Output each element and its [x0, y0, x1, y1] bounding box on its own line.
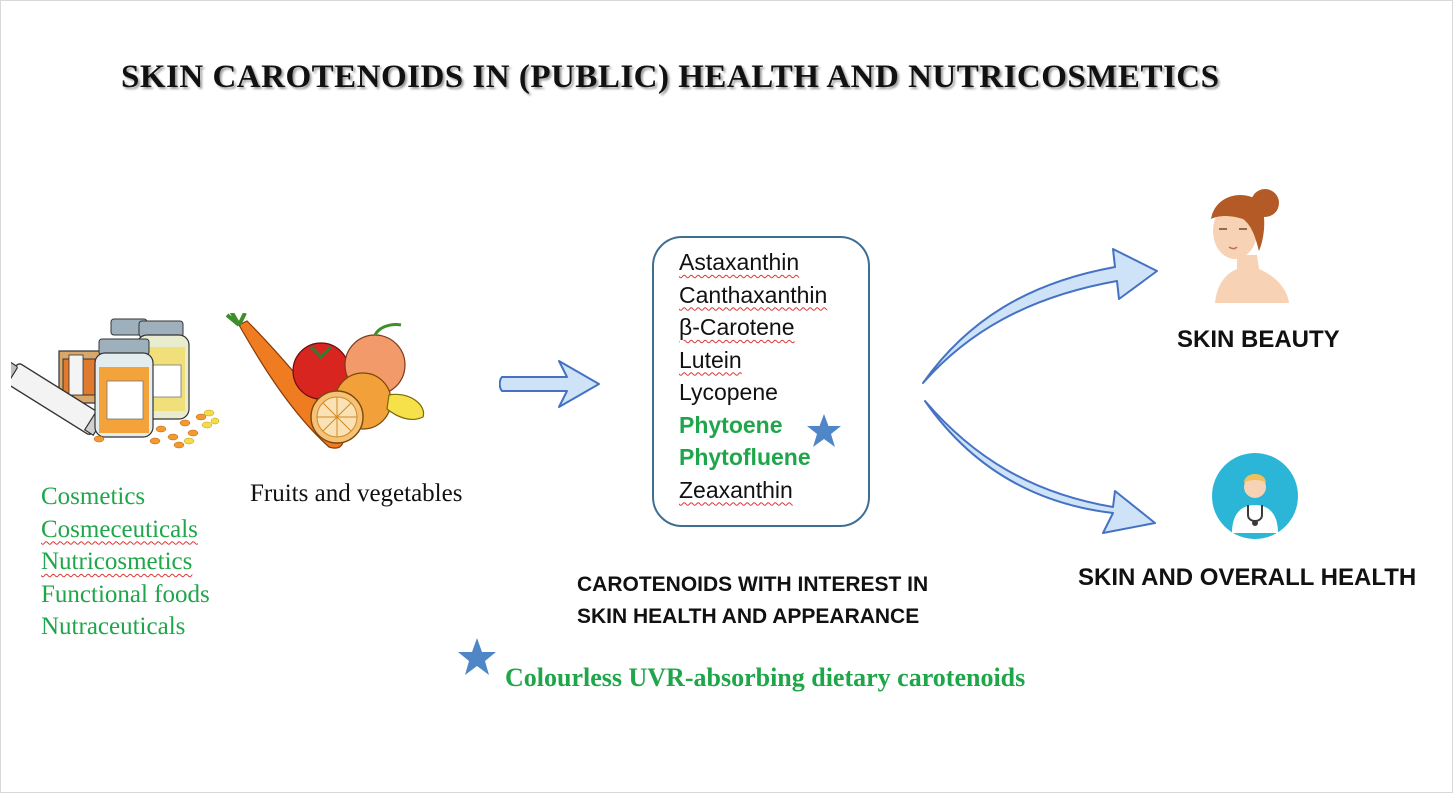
- carotenoid-item: Astaxanthin: [679, 249, 800, 275]
- carotenoid-item-highlighted: Phytoene: [679, 411, 783, 438]
- right-arrow-icon: [499, 357, 603, 411]
- carotenoid-item: Zeaxanthin: [679, 476, 793, 503]
- skin-health-label: SKIN AND OVERALL HEALTH: [1078, 564, 1417, 591]
- star-legend-icon: [456, 637, 498, 677]
- carotenoid-item: Lycopene: [679, 379, 778, 405]
- carotenoid-item: Canthaxanthin: [679, 281, 828, 308]
- supplements-illustration: [11, 317, 221, 449]
- fruits-vegetables-label: Fruits and vegetables: [250, 480, 463, 507]
- product-item: Cosmetics: [41, 483, 146, 510]
- star-icon: [805, 413, 843, 449]
- carotenoids-caption: [577, 569, 928, 633]
- product-item: Nutraceuticals: [41, 613, 186, 640]
- product-item: Nutricosmetics: [41, 548, 193, 575]
- star-legend-text: Colourless UVR-absorbing dietary carotenoids: [505, 663, 1026, 692]
- curved-arrow-up-icon: [923, 249, 1157, 383]
- woman-face-icon: [1197, 185, 1293, 305]
- curved-arrows: [917, 241, 1167, 559]
- carotenoid-item: Lutein: [679, 346, 742, 373]
- caption-line: CAROTENOIDS WITH INTEREST IN: [577, 573, 929, 596]
- carotenoid-item-highlighted: Phytofluene: [679, 444, 811, 470]
- carotenoid-item: β-Carotene: [679, 314, 795, 340]
- page-title: SKIN CAROTENOIDS IN (PUBLIC) HEALTH AND NUTRICOSMETICS: [121, 59, 1220, 95]
- product-item: Cosmeceuticals: [41, 515, 198, 543]
- fruits-vegetables-illustration: [225, 313, 431, 453]
- doctor-icon: [1212, 453, 1298, 539]
- caption-line: SKIN HEALTH AND APPEARANCE: [577, 605, 920, 628]
- skin-beauty-label: SKIN BEAUTY: [1177, 326, 1340, 353]
- product-item: Functional foods: [41, 580, 210, 608]
- curved-arrow-down-icon: [925, 401, 1155, 533]
- product-category-list: [41, 481, 210, 644]
- carotenoids-list: [679, 246, 827, 506]
